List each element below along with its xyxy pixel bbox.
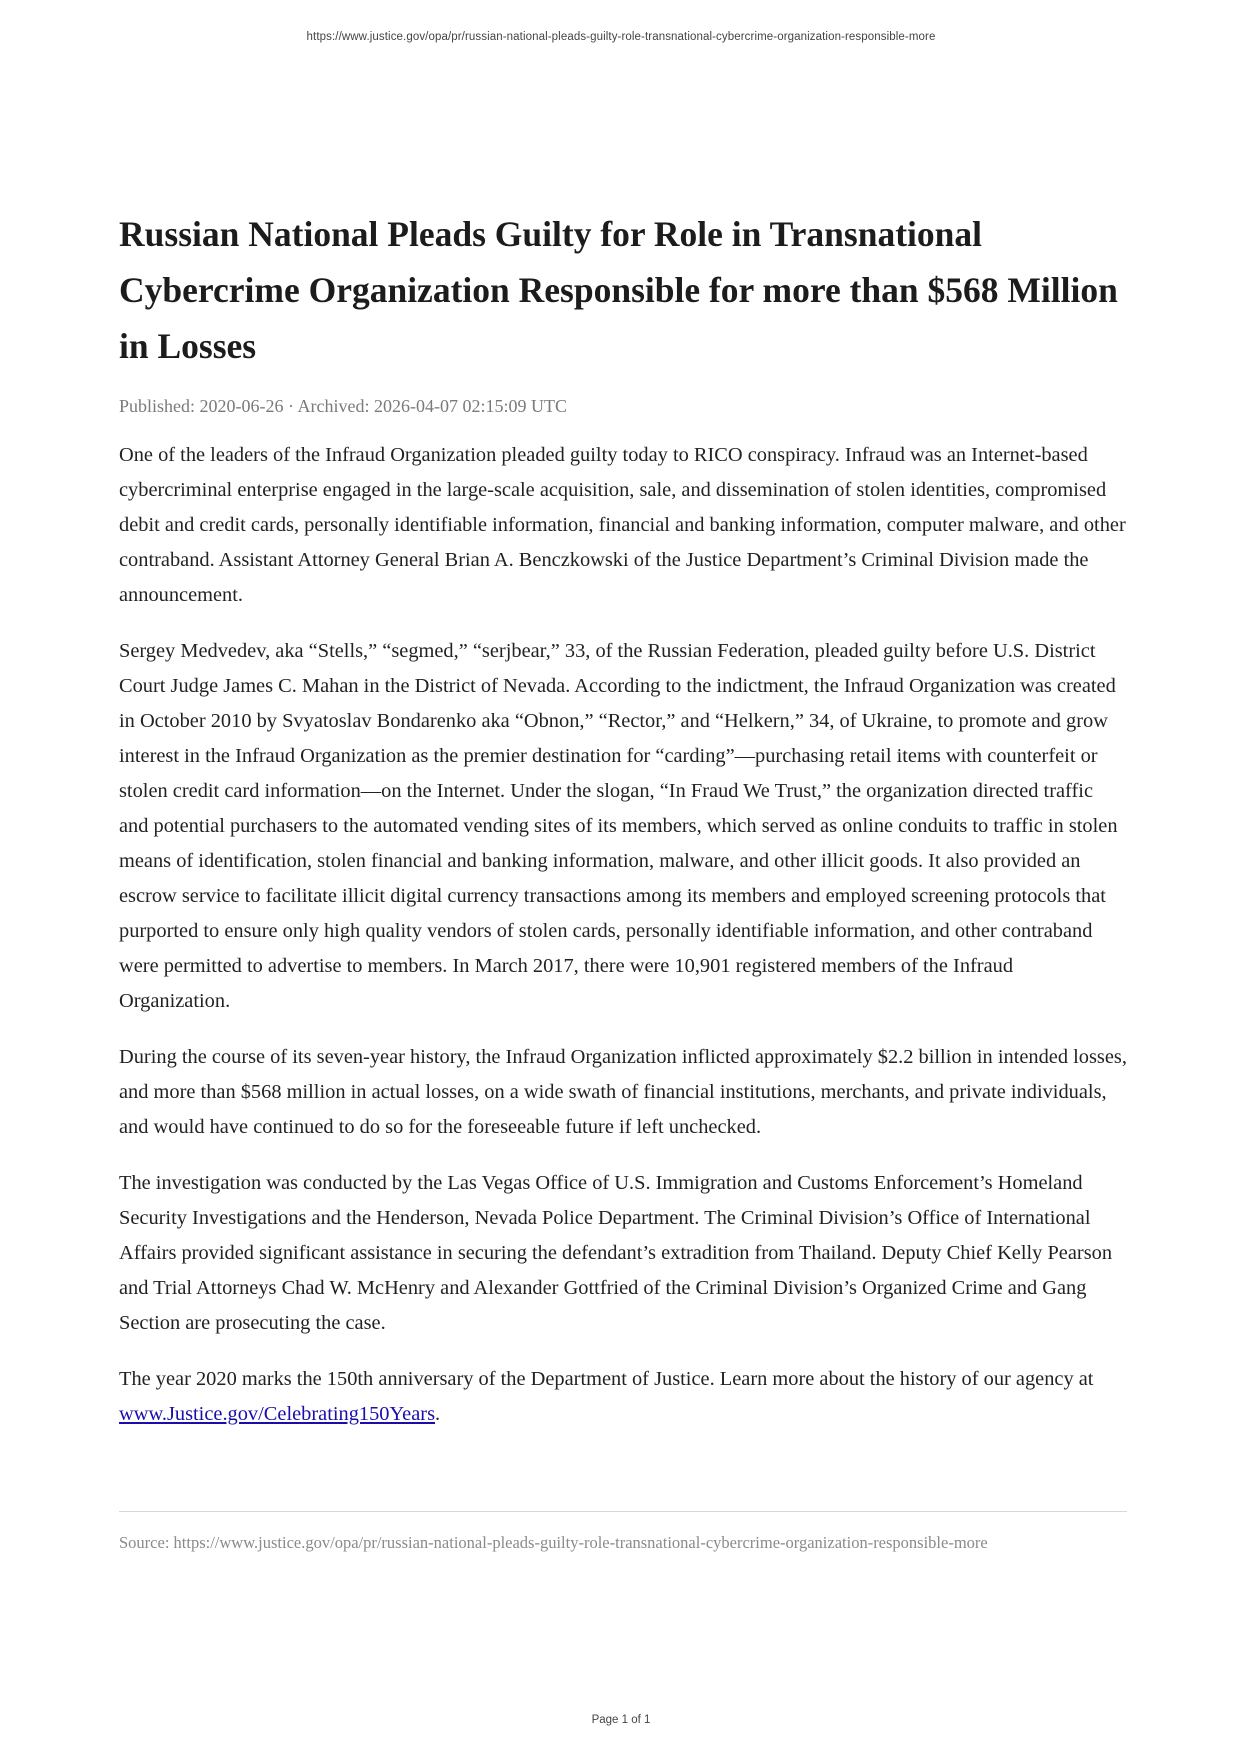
paragraph: One of the leaders of the Infraud Organization pleaded guilty today to RICO conspiracy. Infraud was an Internet-based cybercriminal enterprise engaged in the large-scale acquisition, sale, and dissemination of stolen identities, compromised debit and credit cards, personally identifiable information, financial and banking information, computer malware, and other contraband. Assistant Attorney General Brian A. Benczkowski of the Justice Department’s Criminal Division made the announcement.: [119, 444, 1126, 606]
anniversary-period: .: [435, 1403, 441, 1425]
paragraph: Sergey Medvedev, aka “Stells,” “segmed,” “serjbear,” 33, of the Russian Federation, pleaded guilty before U.S. District Court Judge James C. Mahan in the District of Nevada. According to the indictment, the Infraud Organization was created in October 2010 by Svyatoslav Bondarenko aka “Obnon,” “Rector,” and “Helkern,” 34, of Ukraine, to promote and grow interest in the Infraud Organization as the premier destination for “carding”—purchasing retail items with counterfeit or stolen credit card information—on the Internet. Under the slogan, “In Fraud We Trust,” the organization directed traffic and potential purchasers to the automated vending sites of its members, which served as online conduits to traffic in stolen means of identification, stolen financial and banking information, malware, and other illicit goods. It also provided an escrow service to facilitate illicit digital currency transactions among its members and employed screening protocols that purported to ensure only high quality vendors of stolen cards, personally identifiable information, and other contraband were permitted to advertise to members. In March 2017, there were 10,901 registered members of the Infraud Organization.: [119, 640, 1118, 1012]
celebrating-150-years-link[interactable]: www.Justice.gov/Celebrating150Years: [119, 1403, 436, 1425]
article: [119, 206, 1127, 1453]
article-meta: Published: 2020-06-26 · Archived: 2026-04-07 02:15:09 UTC: [119, 396, 567, 416]
paragraph: During the course of its seven-year history, the Infraud Organization inflicted approximately $2.2 billion in intended losses, and more than $568 million in actual losses, on a wide swath of financial institutions, merchants, and private individuals, and would have continued to do so for the foreseeable future if left unchecked.: [119, 1046, 1127, 1138]
paragraph-anniversary: [119, 1362, 1127, 1432]
article-title: Russian National Pleads Guilty for Role in Transnational Cybercrime Organization Responsible for more than $568 Million in Losses: [119, 214, 1118, 366]
article-body: [119, 438, 1127, 1432]
anniversary-text: The year 2020 marks the 150th anniversary of the Department of Justice. Learn more about the history of our agency at: [119, 1368, 1094, 1390]
page-number: Page 1 of 1: [591, 1714, 651, 1726]
paragraph: The investigation was conducted by the Las Vegas Office of U.S. Immigration and Customs Enforcement’s Homeland Security Investigations and the Henderson, Nevada Police Department. The Criminal Division’s Office of International Affairs provided significant assistance in securing the defendant’s extradition from Thailand. Deputy Chief Kelly Pearson and Trial Attorneys Chad W. McHenry and Alexander Gottfried of the Criminal Division’s Organized Crime and Gang Section are prosecuting the case.: [119, 1172, 1113, 1334]
print-header-url: https://www.justice.gov/opa/pr/russian-national-pleads-guilty-role-transnational-cybercrime-organization-responsible-more: [306, 31, 936, 43]
source-url: Source: https://www.justice.gov/opa/pr/russian-national-pleads-guilty-role-transnational-cybercrime-organization-responsible-more: [119, 1533, 988, 1552]
footer-divider: [119, 1511, 1127, 1512]
